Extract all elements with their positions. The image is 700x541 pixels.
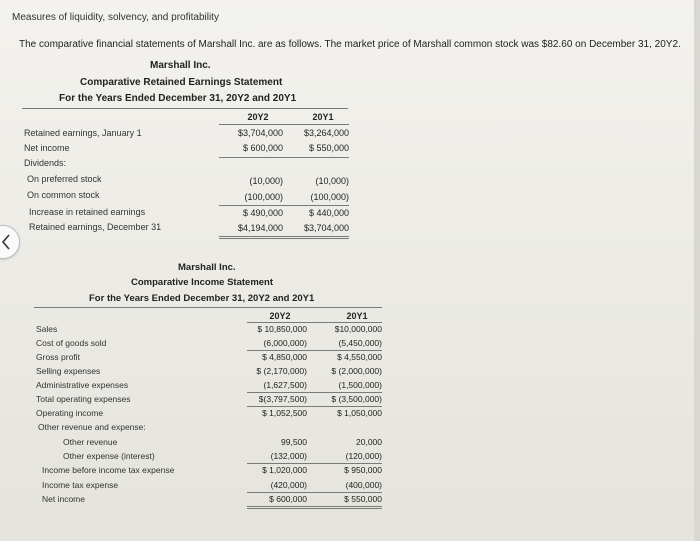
back-button[interactable] [0, 225, 20, 259]
is-row-value-20y2: (132,000) [270, 451, 307, 461]
is-col-20y2: 20Y2 [269, 311, 291, 321]
is-row-value-20y1: $ (2,000,000) [331, 366, 382, 376]
is-period: For the Years Ended December 31, 20Y2 and 20Y1 [89, 293, 315, 304]
re-row-label: Increase in retained earnings [29, 207, 146, 217]
is-col-20y1: 20Y1 [346, 311, 368, 321]
is-row-value-20y2: 99,500 [281, 437, 307, 447]
is-row-value-20y2: $ 1,020,000 [262, 465, 307, 475]
re-row-value-20y1: $3,704,000 [303, 223, 349, 233]
is-row-label: Other revenue and expense: [38, 422, 146, 432]
re-row-value-20y2: $ 490,000 [242, 208, 283, 218]
re-company: Marshall Inc. [150, 60, 211, 71]
is-total-rule-double [247, 508, 382, 509]
is-title: Comparative Income Statement [131, 277, 274, 288]
re-header-rule [219, 124, 349, 125]
re-rule [219, 157, 349, 158]
is-row-label: Income before income tax expense [42, 465, 175, 475]
is-rule [247, 350, 382, 351]
re-total-rule-double [219, 238, 349, 239]
is-row-label: Cost of goods sold [36, 338, 107, 348]
is-row-value-20y2: $ 4,850,000 [262, 352, 307, 362]
is-row-value-20y1: $ 4,550,000 [337, 352, 382, 362]
is-row-value-20y2: $ (2,170,000) [256, 366, 307, 376]
is-row-value-20y2: $ 1,052,500 [262, 408, 307, 418]
is-row-label: Selling expenses [36, 366, 101, 376]
is-row-value-20y1: $ 550,000 [344, 494, 382, 504]
re-row-value-20y1: $3,264,000 [303, 128, 349, 138]
re-row-label: Net income [24, 143, 70, 153]
is-row-label: Other expense (interest) [63, 451, 155, 461]
is-row-label: Other revenue [63, 437, 118, 447]
re-row-label: Retained earnings, December 31 [29, 222, 162, 232]
re-col-20y1: 20Y1 [312, 112, 334, 122]
is-row-value-20y1: $ 1,050,000 [337, 408, 382, 418]
is-row-value-20y2: $ 10,850,000 [257, 324, 307, 334]
re-row-label: Retained earnings, January 1 [24, 128, 142, 138]
is-title-rule [34, 307, 382, 308]
re-total-rule [219, 236, 349, 237]
is-rule [247, 463, 382, 464]
re-row-value-20y2: $3,704,000 [237, 128, 283, 138]
re-row-value-20y2: $ 600,000 [242, 143, 283, 153]
problem-heading: Measures of liquidity, solvency, and profitability [12, 12, 219, 23]
re-row-value-20y2: $4,194,000 [237, 223, 283, 233]
is-row-label: Gross profit [36, 352, 80, 362]
chevron-left-icon [1, 234, 11, 250]
is-row-label: Operating income [36, 408, 104, 418]
re-rule [219, 205, 349, 206]
re-row-value-20y2: (100,000) [244, 192, 283, 202]
is-row-value-20y2: $(3,797,500) [258, 394, 307, 404]
is-row-value-20y1: 20,000 [356, 437, 382, 447]
re-row-label: On common stock [27, 190, 100, 200]
re-row-value-20y1: (10,000) [315, 176, 349, 186]
re-col-20y2: 20Y2 [247, 112, 269, 122]
is-total-rule [247, 506, 382, 507]
is-row-value-20y2: $ 600,000 [269, 494, 307, 504]
is-rule [247, 406, 382, 407]
is-company: Marshall Inc. [178, 262, 236, 273]
is-row-value-20y1: (5,450,000) [338, 338, 382, 348]
is-row-value-20y1: $ (3,500,000) [331, 394, 382, 404]
re-row-value-20y1: (100,000) [310, 192, 349, 202]
is-row-value-20y1: (120,000) [345, 451, 382, 461]
re-row-value-20y1: $ 440,000 [308, 208, 349, 218]
is-row-value-20y2: (420,000) [270, 480, 307, 490]
re-period: For the Years Ended December 31, 20Y2 and 20Y1 [59, 93, 297, 104]
is-rule [247, 392, 382, 393]
is-row-value-20y1: $ 950,000 [344, 465, 382, 475]
re-row-label: On preferred stock [27, 174, 102, 184]
is-row-label: Sales [36, 324, 58, 334]
page-edge [694, 0, 700, 541]
is-row-value-20y2: (6,000,000) [263, 338, 307, 348]
is-row-label: Income tax expense [42, 480, 119, 490]
re-row-label: Dividends: [24, 158, 67, 168]
re-title: Comparative Retained Earnings Statement [80, 77, 283, 88]
is-header-rule [247, 322, 382, 323]
re-row-value-20y2: (10,000) [249, 176, 283, 186]
re-title-rule [22, 108, 348, 109]
is-row-value-20y2: (1,627,500) [263, 380, 307, 390]
is-row-label: Total operating expenses [36, 394, 131, 404]
is-row-value-20y1: $10,000,000 [334, 324, 382, 334]
is-row-value-20y1: (400,000) [345, 480, 382, 490]
re-row-value-20y1: $ 550,000 [308, 143, 349, 153]
is-row-value-20y1: (1,500,000) [338, 380, 382, 390]
is-row-label: Administrative expenses [36, 380, 129, 390]
problem-intro: The comparative financial statements of Marshall Inc. are as follows. The market price of Marshall common stock was $82.60 on December 31, 20Y2. [19, 39, 681, 50]
is-row-label: Net income [42, 494, 85, 504]
is-rule [247, 492, 382, 493]
